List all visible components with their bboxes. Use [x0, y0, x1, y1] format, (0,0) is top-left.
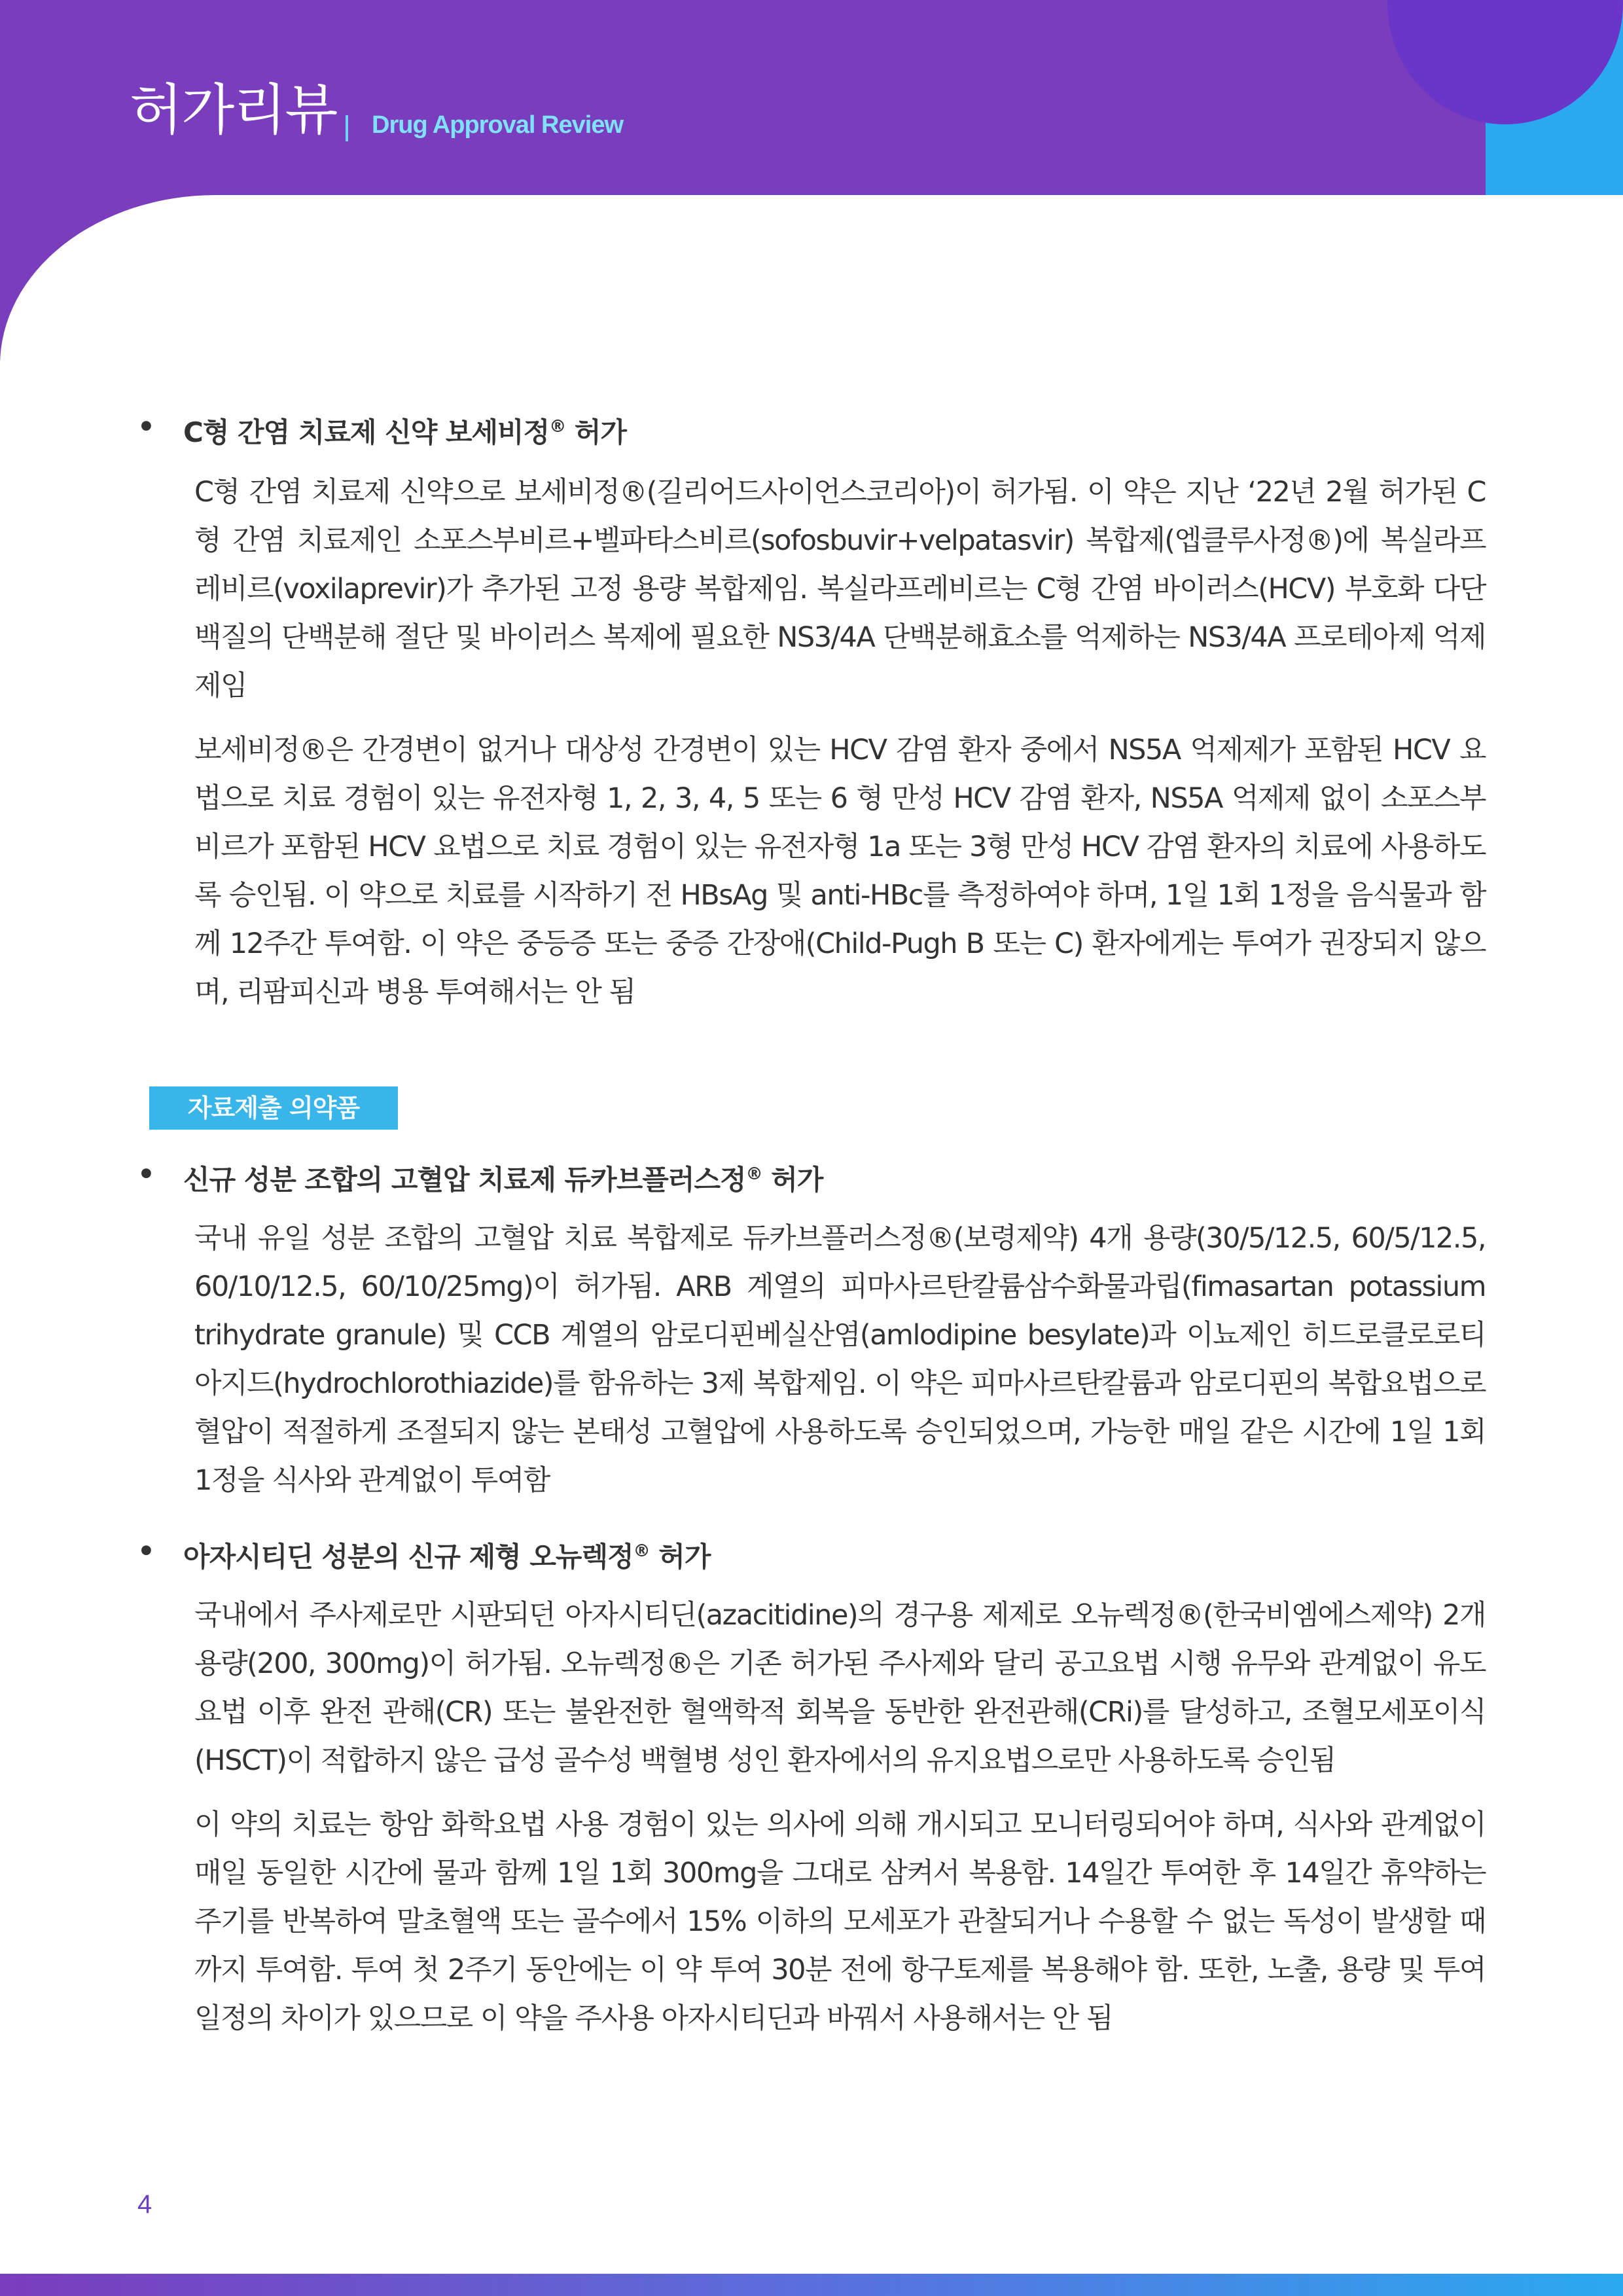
registered-mark: ®	[633, 1541, 650, 1561]
section-paragraph: 이 약의 치료는 항암 화학요법 사용 경험이 있는 의사에 의해 개시되고 모니터링되어야 하며, 식사와 관계없이 매일 동일한 시간에 물과 함께 1일 1회 300mg을 그대로 삼켜서 복용함. 14일간 투여한 후 14일간 휴약하는 주기를 반복하여 말초혈액 또는 골수에서 15% 이하의 모세포가 관찰되거나 수용할 수 없는 독성이 발생할 때까지 투여함. 투여 첫 2주기 동안에는 이 약 투여 30분 전에 항구토제를 복용해야 함. 또한, 노출, 용량 및 투여 일정의 차이가 있으므로 이 약을 주사용 아자시티딘과 바꿔서 사용해서는 안 됨	[194, 1808, 1486, 2035]
header-subtitle: Drug Approval Review	[372, 111, 624, 139]
registered-mark: ®	[549, 417, 566, 437]
page-number: 4	[137, 2190, 152, 2219]
section-paragraph: 국내 유일 성분 조합의 고혈압 치료 복합제로 듀카브플러스정®(보령제약) 4개 용량(30/5/12.5, 60/5/12.5, 60/10/12.5, 60/10/25mg)이 허가됨. ARB 계열의 피마사르탄칼륨삼수화물과립(fimasartan potassium trihydrate granule) 및 CCB 계열의 암로디핀베실산염(amlodipine besylate)과 이뇨제인 히드로클로로티아지드(hydrochlorothiazide)를 함유하는 3제 복합제임. 이 약은 피마사르탄칼륨과 암로디핀의 복합요법으로 혈압이 적절하게 조절되지 않는 본태성 고혈압에 사용하도록 승인되었으며, 가능한 매일 같은 시간에 1일 1회 1정을 식사와 관계없이 투여함	[194, 1222, 1486, 1497]
section-title-suffix: 허가	[771, 1164, 823, 1196]
footer-bar	[0, 2274, 1623, 2296]
header-separator	[346, 115, 348, 141]
header-title: 허가리뷰	[130, 78, 337, 142]
section-paragraph: 보세비정®은 간경변이 없거나 대상성 간경변이 있는 HCV 감염 환자 중에서 NS5A 억제제가 포함된 HCV 요법으로 치료 경험이 있는 유전자형 1, 2, 3, 4, 5 또는 6 형 만성 HCV 감염 환자, NS5A 억제제 없이 소포스부비르가 포함된 HCV 요법으로 치료 경험이 있는 유전자형 1a 또는 3형 만성 HCV 감염 환자의 치료에 사용하도록 승인됨. 이 약으로 치료를 시작하기 전 HBsAg 및 anti-HBc를 측정하여야 하며, 1일 1회 1정을 음식물과 함께 12주간 투여함. 이 약은 중등증 또는 중증 간장애(Child-Pugh B 또는 C) 환자에게는 투여가 권장되지 않으며, 리팜피신과 병용 투여해서는 안 됨	[194, 734, 1486, 1009]
bullet-icon: •	[137, 1535, 154, 1567]
bullet-icon: •	[137, 1158, 154, 1190]
section-onureg	[137, 1532, 1486, 2043]
section-title-text: 신규 성분 조합의 고혈압 치료제 듀카브플러스정	[183, 1164, 746, 1196]
bullet-icon: •	[137, 410, 154, 442]
section-title-suffix: 허가	[658, 1541, 711, 1573]
section-title	[137, 407, 1486, 452]
section-title	[137, 1532, 1486, 1577]
section-title-text: C형 간염 치료제 신약 보세비정	[183, 416, 550, 448]
category-badge: 자료제출 의약품	[149, 1086, 398, 1130]
registered-mark: ®	[745, 1164, 762, 1184]
section-vosevi	[137, 407, 1486, 1016]
section-paragraph: C형 간염 치료제 신약으로 보세비정®(길리어드사이언스코리아)이 허가됨. 이 약은 지난 ‘22년 2월 허가된 C형 간염 치료제인 소포스부비르+벨파타스비르(sofosbuvir+velpatasvir) 복합제(엡클루사정®)에 복실라프레비르(voxilaprevir)가 추가된 고정 용량 복합제임. 복실라프레비르는 C형 간염 바이러스(HCV) 부호화 다단백질의 단백분해 절단 및 바이러스 복제에 필요한 NS3/4A 단백분해효소를 억제하는 NS3/4A 프로테아제 억제제임	[194, 476, 1486, 702]
section-title-suffix: 허가	[574, 416, 626, 448]
section-dukarb-plus	[137, 1155, 1486, 1505]
section-title-text: 아자시티딘 성분의 신규 제형 오뉴렉정	[183, 1541, 633, 1573]
section-paragraph: 국내에서 주사제로만 시판되던 아자시티딘(azacitidine)의 경구용 제제로 오뉴렉정®(한국비엠에스제약) 2개 용량(200, 300mg)이 허가됨. 오뉴렉정®은 기존 허가된 주사제와 달리 공고요법 시행 유무와 관계없이 유도요법 이후 완전 관해(CR) 또는 불완전한 혈액학적 회복을 동반한 완전관해(CRi)를 달성하고, 조혈모세포이식(HSCT)이 적합하지 않은 급성 골수성 백혈병 성인 환자에서의 유지요법으로만 사용하도록 승인됨	[194, 1599, 1486, 1777]
section-title	[137, 1155, 1486, 1200]
